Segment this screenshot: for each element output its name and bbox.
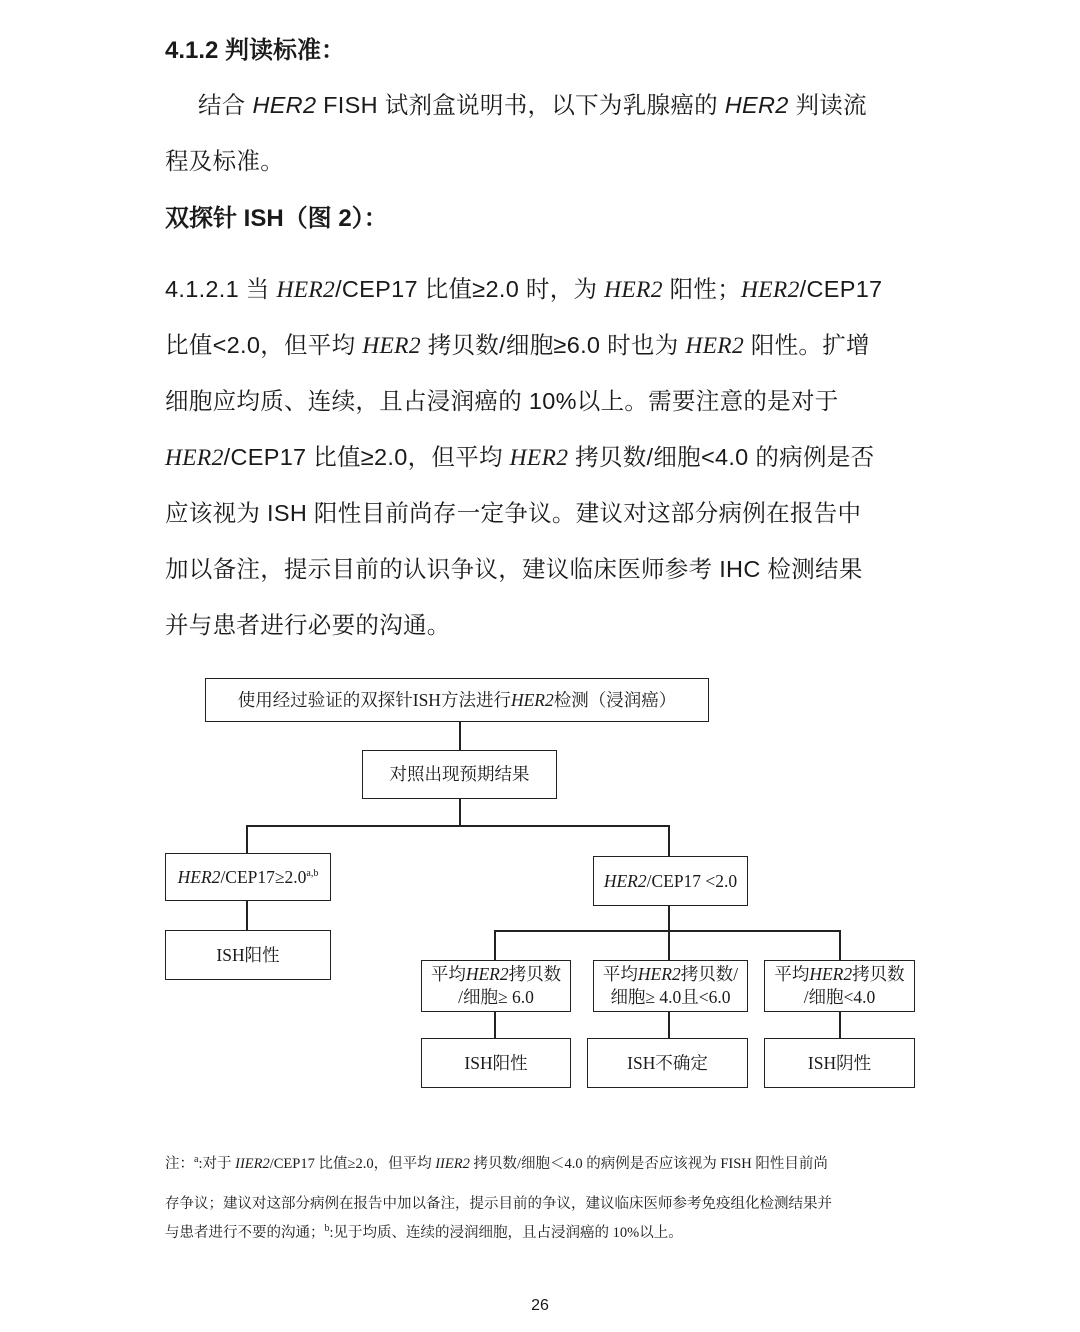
flow-box-right-condition: HER2/CEP17 <2.0	[593, 856, 748, 906]
connector-res1	[494, 1011, 496, 1039]
flow-box-left-result: ISH阳性	[165, 930, 331, 980]
flow-box-res1: ISH阳性	[421, 1038, 571, 1088]
flow-box-sub2: 平均HER2拷贝数/ 细胞≥ 4.0且<6.0	[593, 960, 748, 1012]
flow-box-res2: ISH不确定	[587, 1038, 748, 1088]
flow-box-res3: ISH阴性	[764, 1038, 915, 1088]
connector-to-right-cond	[668, 825, 670, 857]
connector-res3	[839, 1011, 841, 1039]
connector-sub-horizontal	[494, 930, 840, 932]
page-number: 26	[531, 1297, 549, 1314]
intro-line-2: 程及标准。	[165, 148, 284, 174]
subheading: 双探针 ISH（图 2）：	[165, 205, 388, 232]
flow-box-sub3: 平均HER2拷贝数 /细胞<4.0	[764, 960, 915, 1012]
connector-left-result	[246, 900, 248, 931]
section-title: 4.1.2 判读标准：	[165, 37, 346, 64]
connector-split-horizontal	[246, 825, 669, 827]
flow-box-control: 对照出现预期结果	[362, 750, 557, 799]
para-line-5: 应该视为 ISH 阳性目前尚存一定争议。建议对这部分病例在报告中	[165, 500, 862, 526]
para-line-2: 比值<2.0，但平均 HER2 拷贝数/细胞≥6.0 时也为 HER2 阳性。扩增	[165, 332, 870, 359]
para-line-4: HER2/CEP17 比值≥2.0，但平均 HER2 拷贝数/细胞<4.0 的病例是否	[165, 444, 875, 471]
connector-sub2	[668, 930, 670, 961]
para-line-6: 加以备注，提示目前的认识争议，建议临床医师参考 IHC 检测结果	[165, 556, 863, 582]
flow-box-sub1: 平均HER2拷贝数 /细胞≥ 6.0	[421, 960, 571, 1012]
intro-line-1: 结合 HER2 FISH 试剂盒说明书，以下为乳腺癌的 HER2 判读流	[198, 92, 867, 118]
connector-right-down	[668, 905, 670, 931]
footnote-line-1: 注：$^a$:对于 IIER2/CEP17 比值≥2.0，但平均 IIER2 拷贝数/细胞＜4.0 的病例是否应该视为 FISH 阳性目前尚	[165, 1154, 828, 1172]
para-line-1: 4.1.2.1 当 HER2/CEP17 比值≥2.0 时，为 HER2 阳性；HER2/CEP17	[165, 276, 883, 303]
footnote-line-2: 存争议；建议对这部分病例在报告中加以备注，提示目前的争议，建议临床医师参考免疫组化检测结果并	[165, 1196, 832, 1212]
connector-sub1	[494, 930, 496, 961]
flow-box-top: 使用经过验证的双探针ISH方法进行HER2检测（浸润癌）	[205, 678, 709, 722]
connector-res2	[668, 1011, 670, 1039]
connector-top-control	[459, 721, 461, 751]
connector-sub3	[839, 930, 841, 961]
connector-control-split	[459, 798, 461, 826]
para-line-3: 细胞应均质、连续，且占浸润癌的 10%以上。需要注意的是对于	[165, 388, 839, 414]
footnote-line-3: 与患者进行不要的沟通；$^b$:见于均质、连续的浸润细胞，且占浸润癌的 10%以上。	[165, 1223, 683, 1241]
para-line-7: 并与患者进行必要的沟通。	[165, 612, 451, 638]
flow-box-left-condition: $HER2/CEP17\ge 2.0^{a,b}$	[165, 853, 331, 901]
connector-to-left-cond	[246, 825, 248, 854]
